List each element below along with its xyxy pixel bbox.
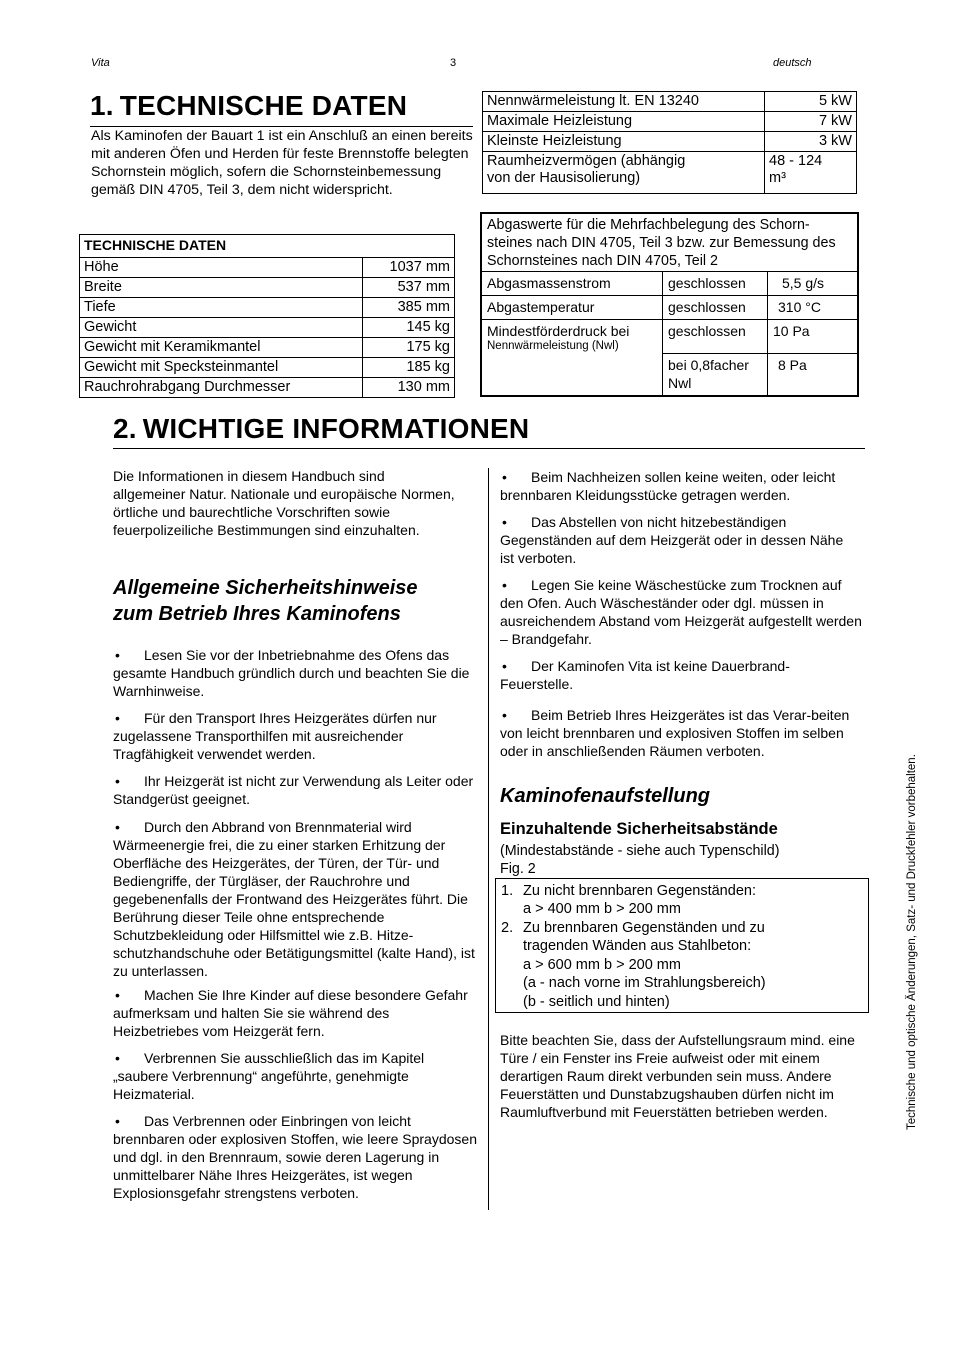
distance-line: a > 400 mm b > 200 mm bbox=[523, 901, 681, 917]
exhaust-label: Abgasmassenstrom bbox=[487, 275, 611, 291]
tech-data-table bbox=[79, 234, 455, 398]
distances-heading: Einzuhaltende Sicherheitsabstände bbox=[500, 820, 778, 838]
divider bbox=[482, 319, 857, 320]
exhaust-label: Abgastemperatur bbox=[487, 299, 595, 315]
bullet-icon: • bbox=[115, 1113, 120, 1129]
power-value: 3 kW bbox=[765, 132, 857, 152]
tech-label: Gewicht bbox=[80, 318, 363, 338]
power-table bbox=[482, 91, 857, 194]
exhaust-label: Mindestförderdruck bei bbox=[487, 323, 630, 339]
power-value: 7 kW bbox=[765, 112, 857, 132]
list-item bbox=[113, 1112, 479, 1202]
tech-value: 185 kg bbox=[363, 358, 455, 378]
section2-heading bbox=[113, 413, 529, 445]
side-disclaimer: Technische und optische Änderungen, Satz- und Druckfehler vorbehalten. bbox=[906, 754, 918, 1130]
tech-value: 175 kg bbox=[363, 338, 455, 358]
header-language: deutsch bbox=[773, 57, 812, 69]
exhaust-table bbox=[480, 212, 859, 397]
tech-label: Rauchrohrabgang Durchmesser bbox=[80, 378, 363, 398]
bullet-text: Legen Sie keine Wäschestücke zum Trocknen auf den Ofen. Auch Wäscheständer oder dgl. müssen in ausreichendem Abstand vom Heizgerät aufgestellt werden – Brandgefahr. bbox=[500, 577, 862, 647]
list-item bbox=[113, 709, 475, 763]
exhaust-value: 310 °C bbox=[778, 299, 821, 315]
divider bbox=[662, 271, 663, 395]
exhaust-value: 8 Pa bbox=[778, 357, 807, 373]
list-item bbox=[500, 576, 866, 648]
power-label: Raumheizvermögen (abhängig von der Hausisolierung) bbox=[483, 152, 765, 194]
section1-number: 1. bbox=[90, 90, 114, 121]
distance-line: Zu brennbaren Gegenständen und zu bbox=[523, 920, 765, 936]
table-row bbox=[483, 92, 857, 112]
list-item bbox=[113, 646, 479, 700]
power-label: Maximale Heizleistung bbox=[483, 112, 765, 132]
divider bbox=[482, 271, 857, 272]
distances-box bbox=[495, 878, 869, 1013]
divider bbox=[662, 353, 857, 354]
tech-label: Breite bbox=[80, 278, 363, 298]
table-row bbox=[483, 132, 857, 152]
tech-value: 1037 mm bbox=[363, 258, 455, 278]
tech-label: Tiefe bbox=[80, 298, 363, 318]
table-row bbox=[80, 358, 455, 378]
table-row bbox=[80, 318, 455, 338]
distance-line: (a - nach vorne im Strahlungsbereich) bbox=[523, 975, 766, 991]
bullet-icon: • bbox=[502, 577, 507, 593]
divider bbox=[482, 295, 857, 296]
section2-rule bbox=[113, 448, 865, 449]
exhaust-state: geschlossen bbox=[668, 323, 746, 339]
bullet-icon: • bbox=[115, 819, 120, 835]
distance-line: (b - seitlich und hinten) bbox=[523, 994, 670, 1010]
exhaust-sublabel: Nennwärmeleistung (Nwl) bbox=[487, 340, 619, 352]
bullet-text: Beim Nachheizen sollen keine weiten, oder leicht brennbaren Kleidungsstücke getragen werden. bbox=[500, 469, 836, 503]
table-row bbox=[80, 378, 455, 398]
exhaust-value: 10 Pa bbox=[773, 323, 810, 339]
power-label: Kleinste Heizleistung bbox=[483, 132, 765, 152]
bullet-icon: • bbox=[115, 647, 120, 663]
tech-label: Gewicht mit Specksteinmantel bbox=[80, 358, 363, 378]
bullet-icon: • bbox=[502, 658, 507, 674]
bullet-text: Für den Transport Ihres Heizgerätes dürfen nur zugelassene Transporthilfen mit ausreichender Tragfähigkeit verwendet werden. bbox=[113, 710, 437, 762]
exhaust-state: geschlossen bbox=[668, 275, 746, 291]
list-item bbox=[500, 513, 848, 567]
section1-title: TECHNISCHE DATEN bbox=[119, 90, 408, 121]
list-item bbox=[113, 1049, 465, 1103]
list-item bbox=[500, 706, 862, 760]
distance-line: a > 600 mm b > 200 mm bbox=[523, 957, 681, 973]
section2-intro: Die Informationen in diesem Handbuch sind allgemeiner Natur. Nationale und europäische Normen, örtliche und baurechtliche Vorschriften sowie feuerpolizeiliche Bestimmungen sind einzuhalten. bbox=[113, 468, 455, 538]
bullet-text: Beim Betrieb Ihres Heizgerätes ist das Verar-beiten von leicht brennbaren und explosiven Stoffen im selben oder in anschließenden Räumen verboten. bbox=[500, 707, 850, 759]
table-row bbox=[80, 258, 455, 278]
bullet-text: Lesen Sie vor der Inbetriebnahme des Ofens das gesamte Handbuch gründlich durch und beachten Sie die Warnhinweise. bbox=[113, 647, 470, 699]
power-value: 5 kW bbox=[765, 92, 857, 112]
list-item bbox=[113, 772, 475, 808]
distances-subheading: (Mindestabstände - siehe auch Typenschild) bbox=[500, 843, 780, 859]
section2-title: WICHTIGE INFORMATIONEN bbox=[142, 413, 530, 444]
bullet-icon: • bbox=[502, 514, 507, 530]
table-row bbox=[80, 338, 455, 358]
safety-heading: Allgemeine Sicherheitshinweise zum Betrieb Ihres Kaminofens bbox=[113, 577, 418, 625]
column-divider bbox=[488, 468, 489, 1210]
table-row bbox=[483, 152, 857, 194]
section2-number: 2. bbox=[113, 413, 137, 444]
header-product: Vita bbox=[91, 57, 110, 69]
figure-label: Fig. 2 bbox=[500, 861, 536, 877]
table-row bbox=[80, 278, 455, 298]
exhaust-state: geschlossen bbox=[668, 299, 746, 315]
bullet-text: Verbrennen Sie ausschließlich das im Kapitel „saubere Verbrennung“ angeführte, genehmigte Heizmaterial. bbox=[113, 1050, 425, 1102]
distance-line: Zu nicht brennbaren Gegenständen: bbox=[523, 883, 756, 899]
tech-value: 145 kg bbox=[363, 318, 455, 338]
install-heading: Kaminofenaufstellung bbox=[500, 785, 711, 807]
tech-value: 537 mm bbox=[363, 278, 455, 298]
bullet-text: Das Abstellen von nicht hitzebeständigen Gegenständen auf dem Heizgerät oder in dessen Nähe ist verboten. bbox=[500, 514, 844, 566]
section1-heading bbox=[90, 90, 407, 122]
list-item bbox=[500, 468, 866, 504]
section1-intro: Als Kaminofen der Bauart 1 ist ein Anschluß an einen bereits mit anderen Öfen und Herden für feste Brennstoffe belegten Schornstein möglich, sofern die Schornsteinbemessung gemäß DIN 4705, Teil 3, dem nicht widerspricht. bbox=[91, 128, 473, 198]
bullet-icon: • bbox=[502, 707, 507, 723]
tech-label: Höhe bbox=[80, 258, 363, 278]
bullet-icon: • bbox=[115, 987, 120, 1003]
list-item bbox=[113, 986, 471, 1040]
list-item bbox=[500, 657, 830, 693]
header-page-number: 3 bbox=[450, 57, 457, 69]
bullet-icon: • bbox=[115, 1050, 120, 1066]
tech-label: Gewicht mit Keramikmantel bbox=[80, 338, 363, 358]
bullet-text: Machen Sie Ihre Kinder auf diese besondere Gefahr aufmerksam und halten Sie sie während des Heizbetriebes vom Heizgerät fern. bbox=[113, 987, 468, 1039]
room-note: Bitte beachten Sie, dass der Aufstellungsraum mind. eine Türe / ein Fenster ins Freie aufweist oder mit einem derartigen Raum direkt verbunden sein muss. Andere Feuerstätten und Dunstabzugshauben dürfen nicht im Raumluftverbund mit Feuerstätten betrieben werden. bbox=[500, 1032, 855, 1120]
table-row bbox=[80, 298, 455, 318]
power-label: Nennwärmeleistung lt. EN 13240 bbox=[483, 92, 765, 112]
bullet-text: Der Kaminofen Vita ist keine Dauerbrand-Feuerstelle. bbox=[500, 658, 790, 692]
tech-value: 385 mm bbox=[363, 298, 455, 318]
distance-line: tragenden Wänden aus Stahlbeton: bbox=[523, 938, 752, 954]
power-value: 48 - 124 m³ bbox=[765, 152, 857, 194]
exhaust-header: Abgaswerte für die Mehrfachbelegung des Schorn-steines nach DIN 4705, Teil 3 bzw. zur Bemessung des Schornsteines nach DIN 4705, Teil 2 bbox=[487, 217, 836, 269]
distance-number: 1. bbox=[501, 883, 514, 899]
tech-data-header: TECHNISCHE DATEN bbox=[80, 235, 455, 258]
list-item bbox=[113, 818, 479, 980]
bullet-icon: • bbox=[502, 469, 507, 485]
bullet-text: Ihr Heizgerät ist nicht zur Verwendung als Leiter oder Standgerüst geeignet. bbox=[113, 773, 474, 807]
divider bbox=[767, 271, 768, 395]
bullet-icon: • bbox=[115, 710, 120, 726]
exhaust-state: bei 0,8facher Nwl bbox=[668, 357, 749, 391]
bullet-text: Durch den Abbrand von Brennmaterial wird Wärmeenergie frei, die zu einer starken Erhitzung der Oberfläche des Heizgerätes, der Türen, der Tür- und Bediengriffe, der Türgläser, der Rauchrohre und gegebenenfalls der Frontwand des Heizgerätes führt. Die Berührung dieser Teile ohne entsprechende Schutzbekleidung oder Hilfsmittel wie z.B. Hitze-schutzhandschuhe oder Betätigungsmittel (kalte Hand), ist zu unterlassen. bbox=[113, 819, 475, 979]
distance-number: 2. bbox=[501, 920, 514, 936]
bullet-text: Das Verbrennen oder Einbringen von leicht brennbaren oder explosiven Stoffen, wie leere Spraydosen und dgl. in den Brennraum, sowie deren Lagerung in unmittelbarer Nähe Ihres Heizgerätes, ist wegen Explosionsgefahr strengstens verboten. bbox=[113, 1113, 477, 1201]
bullet-icon: • bbox=[115, 773, 120, 789]
exhaust-value: 5,5 g/s bbox=[782, 275, 825, 291]
table-row bbox=[483, 112, 857, 132]
tech-value: 130 mm bbox=[363, 378, 455, 398]
